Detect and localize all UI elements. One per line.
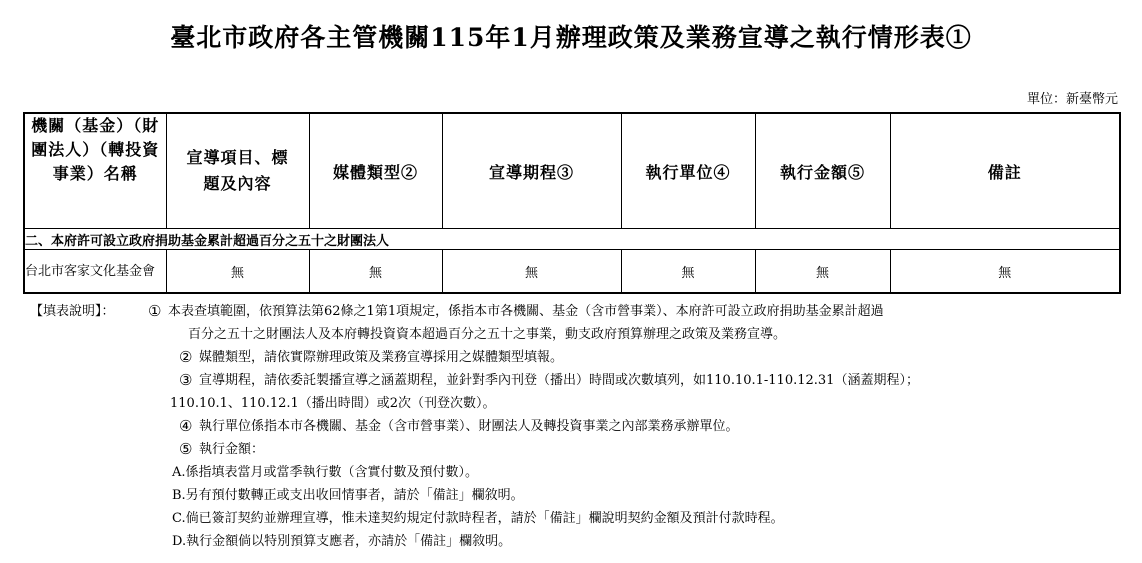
note-2 [30, 346, 919, 369]
item-cell: 無 [166, 250, 309, 294]
note-2-mark: ② [179, 348, 193, 366]
note-5 [30, 438, 919, 461]
amount-cell: 無 [755, 250, 890, 294]
period-cell: 無 [442, 250, 621, 294]
note-cell: 無 [890, 250, 1120, 294]
note-5-a: A.係指填表當月或當季執行數（含實付數及預付數）。 [172, 465, 479, 480]
note-5-c: C.倘已簽訂契約並辦理宣導，惟未達契約規定付款時程者，請於「備註」欄說明契約金額及預計付款時程。 [172, 511, 784, 526]
note-3-mark: ③ [179, 371, 193, 389]
note-2-text: 媒體類型，請依實際辦理政策及業務宣導採用之媒體類型填報。 [199, 350, 564, 365]
note-4-mark: ④ [179, 417, 193, 435]
note-1-mark: ① [148, 302, 162, 320]
media-cell: 無 [309, 250, 442, 294]
note-3 [30, 369, 919, 392]
note-1-text: 本表查填範圍，依預算法第62條之1第1項規定，係指本市各機關、基金（含市營事業）、本府許可設立政府捐助基金累計超過 [168, 304, 884, 319]
unit-cell: 無 [621, 250, 755, 294]
note-3-cont: 110.10.1、110.12.1（播出時間）或2次（刊登次數）。 [170, 396, 496, 411]
note-3-text: 宣導期程，請依委託製播宣導之涵蓋期程，並針對季內刊登（播出）時間或次數填列，如110.10.1-110.12.31（涵蓋期程）； [199, 373, 919, 388]
header-org-name: 機關（基金）（財團法人）（轉投資事業）名稱 [24, 113, 166, 229]
note-4 [30, 415, 919, 438]
currency-unit: 單位：新臺幣元 [1026, 92, 1118, 107]
table-row [24, 250, 1120, 294]
page-title: 臺北市政府各主管機關115年1月辦理政策及業務宣導之執行情形表① [170, 23, 972, 52]
instructions-label: 【填表說明】： [30, 304, 115, 319]
note-4-text: 執行單位係指本市各機關、基金（含市營事業）、財團法人及轉投資事業之內部業務承辦單位。 [199, 419, 739, 434]
fill-instructions [30, 300, 919, 553]
header-amount: 執行金額⑤ [755, 113, 890, 229]
header-period: 宣導期程③ [442, 113, 621, 229]
header-exec-unit: 執行單位④ [621, 113, 755, 229]
note-5-mark: ⑤ [179, 440, 193, 458]
header-row [24, 113, 1120, 229]
section-row [24, 229, 1120, 250]
org-name-cell: 台北市客家文化基金會 [24, 250, 166, 294]
note-1-cont: 百分之五十之財團法人及本府轉投資資本超過百分之五十之事業，動支政府預算辦理之政策及業務宣導。 [188, 327, 787, 342]
note-5-text: 執行金額： [199, 442, 265, 457]
execution-table [23, 112, 1121, 294]
header-note: 備註 [890, 113, 1120, 229]
header-media-type: 媒體類型② [309, 113, 442, 229]
note-5-b: B.另有預付數轉正或支出收回情事者，請於「備註」欄敘明。 [172, 488, 524, 503]
note-1 [30, 300, 919, 323]
section-title: 二、本府許可設立政府捐助基金累計超過百分之五十之財團法人 [24, 229, 1120, 250]
note-5-d: D.執行金額倘以特別預算支應者，亦請於「備註」欄敘明。 [172, 534, 512, 549]
header-item: 宣導項目、標題及內容 [166, 113, 309, 229]
